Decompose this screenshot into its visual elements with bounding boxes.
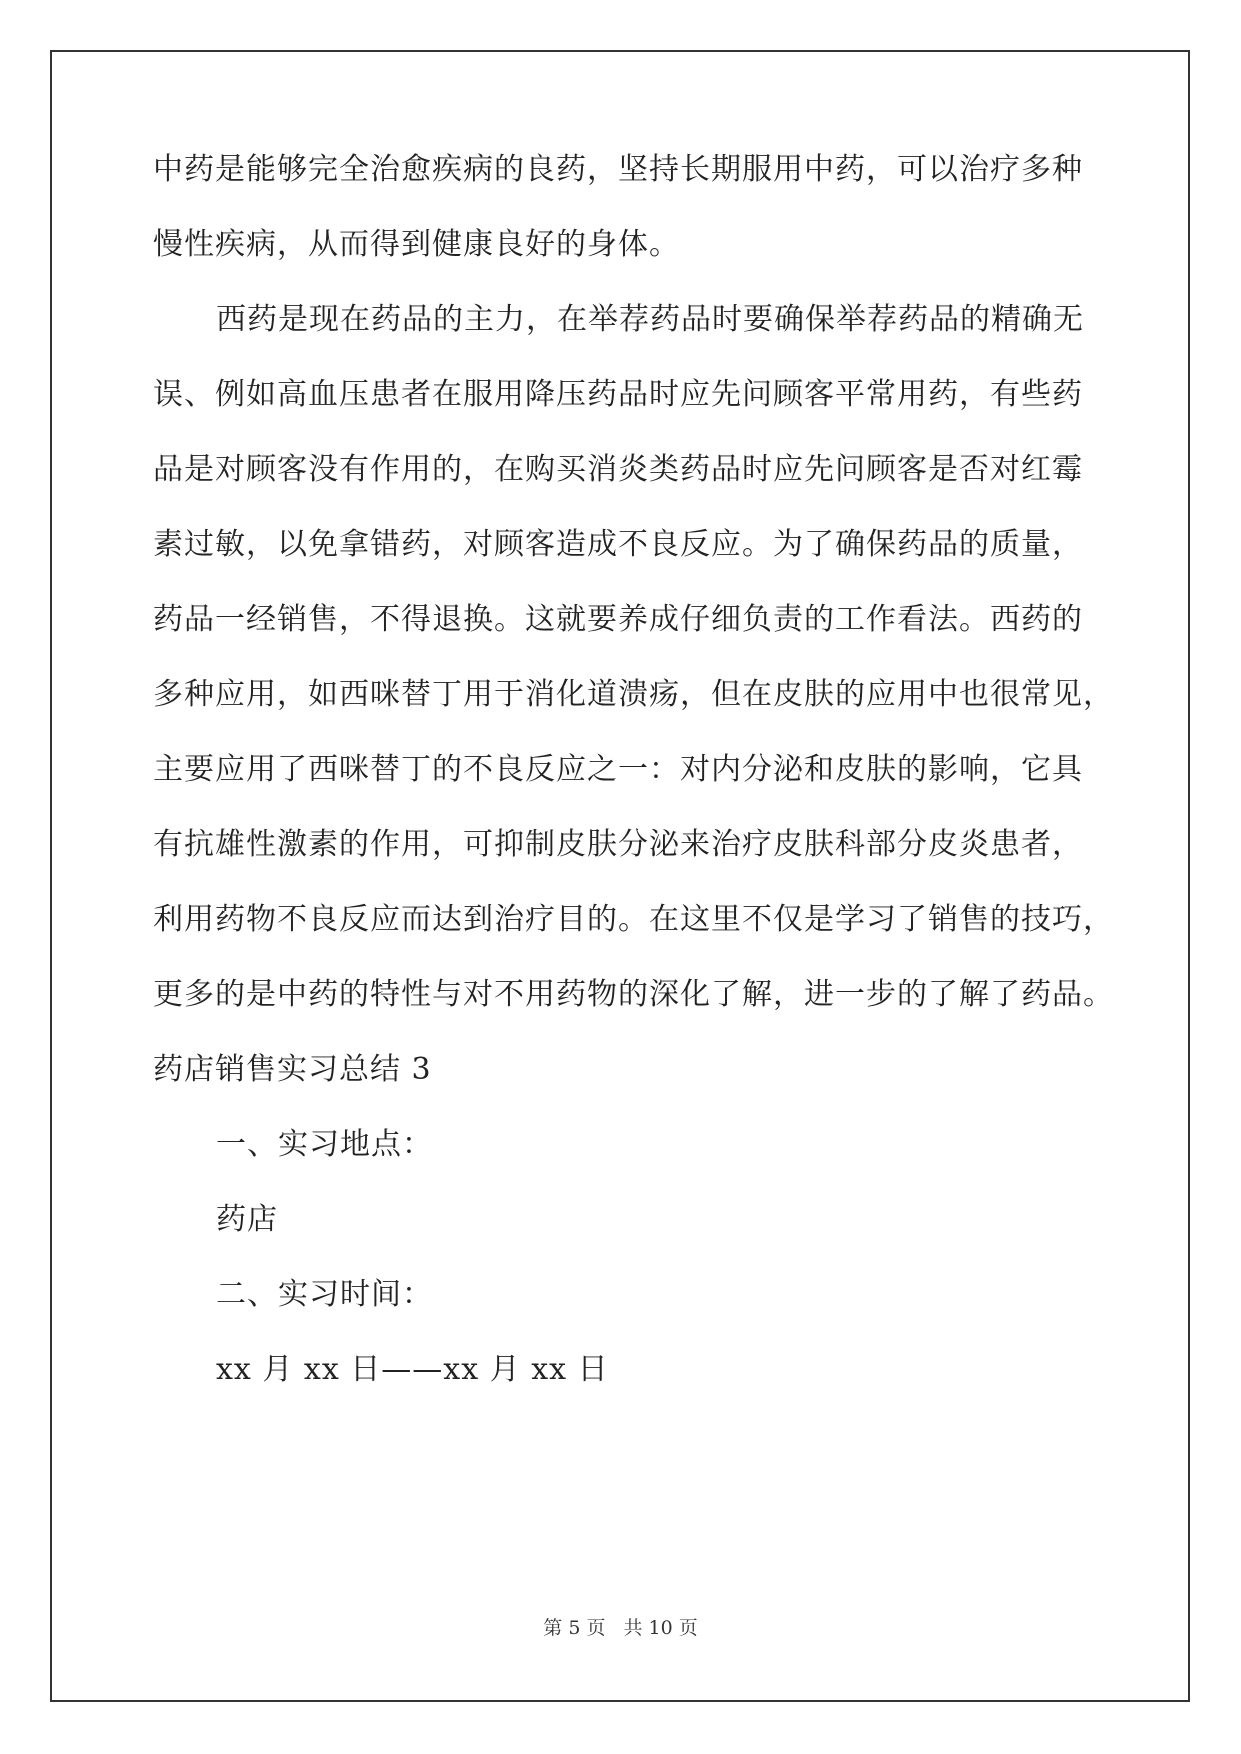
section-title: 药店销售实习总结 3: [153, 1052, 432, 1087]
paragraph-line: 主要应用了西咪替丁的不良反应之一：对内分泌和皮肤的影响，它具: [153, 752, 1083, 787]
location-heading: 一、实习地点：: [216, 1127, 433, 1162]
paragraph-line: 利用药物不良反应而达到治疗目的。在这里不仅是学习了销售的技巧，: [153, 902, 1114, 937]
paragraph-line: 更多的是中药的特性与对不用药物的深化了解，进一步的了解了药品。: [153, 977, 1114, 1012]
paragraph-line: 多种应用，如西咪替丁用于消化道溃疡，但在皮肤的应用中也很常见，: [153, 677, 1114, 712]
paragraph-line: 误、例如高血压患者在服用降压药品时应先问顾客平常用药，有些药: [153, 377, 1083, 412]
paragraph-line: 中药是能够完全治愈疾病的良药，坚持长期服用中药，可以治疗多种: [153, 152, 1083, 187]
paragraph-line: 品是对顾客没有作用的，在购买消炎类药品时应先问顾客是否对红霉: [153, 452, 1083, 487]
paragraph-line: 西药是现在药品的主力，在举荐药品时要确保举荐药品的精确无: [216, 302, 1084, 337]
page-number: 第 5 页: [543, 1617, 606, 1639]
time-value: xx 月 xx 日——xx 月 xx 日: [216, 1352, 609, 1387]
page-border: [50, 50, 1190, 1702]
page-footer: [0, 1616, 1241, 1640]
page-total: 共 10 页: [623, 1617, 698, 1639]
paragraph-line: 素过敏，以免拿错药，对顾客造成不良反应。为了确保药品的质量，: [153, 527, 1083, 562]
location-value: 药店: [216, 1202, 278, 1237]
paragraph-line: 慢性疾病，从而得到健康良好的身体。: [153, 227, 680, 262]
paragraph-line: 药品一经销售，不得退换。这就要养成仔细负责的工作看法。西药的: [153, 602, 1083, 637]
time-heading: 二、实习时间：: [216, 1277, 433, 1312]
paragraph-line: 有抗雄性激素的作用，可抑制皮肤分泌来治疗皮肤科部分皮炎患者，: [153, 827, 1083, 862]
